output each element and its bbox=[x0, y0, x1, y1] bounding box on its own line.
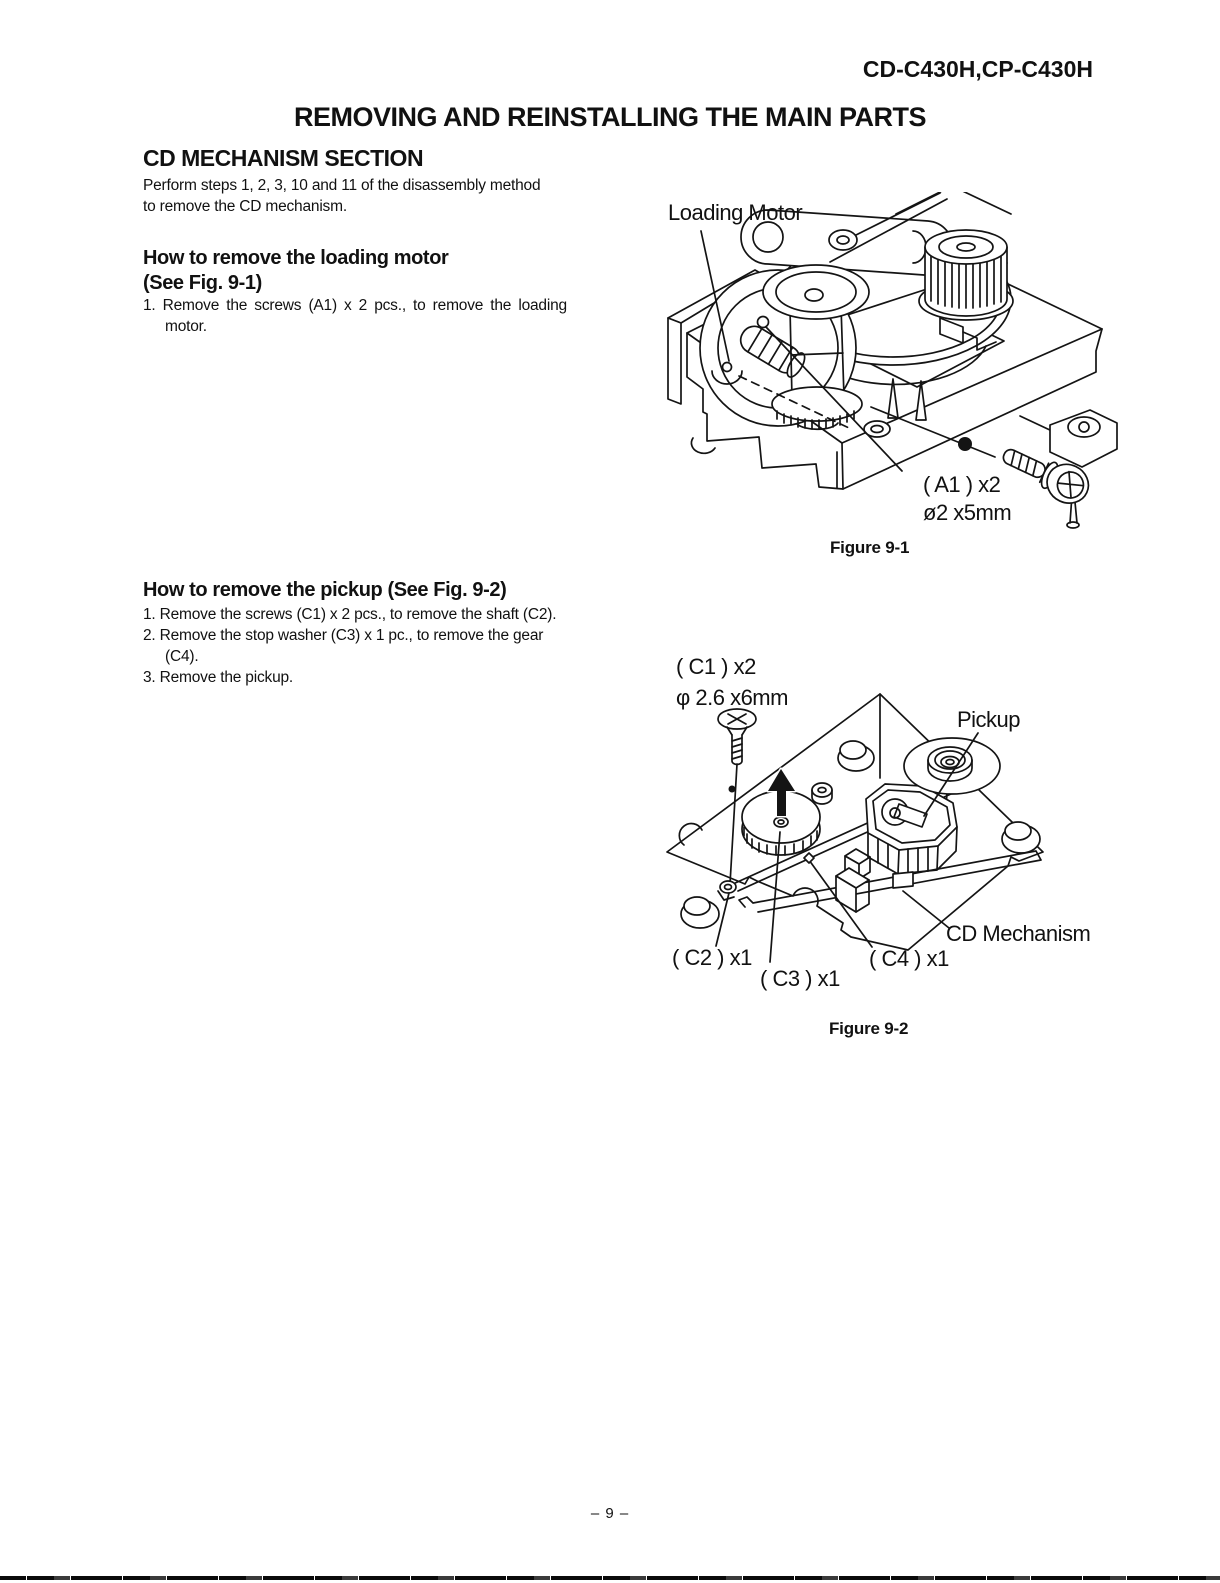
figure2-cd-mechanism-label: CD Mechanism bbox=[946, 921, 1091, 946]
heading-line: (See Fig. 9-1) bbox=[143, 272, 262, 294]
figure1-screw-label bbox=[923, 471, 1011, 527]
step-line: 1. Remove the screws (C1) x 2 pcs., to remove the shaft (C2). bbox=[143, 606, 557, 623]
step-line: 3. Remove the pickup. bbox=[143, 669, 294, 686]
screw-id-label: ( C1 ) x2 bbox=[676, 654, 756, 679]
loading-motor-heading bbox=[143, 246, 448, 296]
step-line: (C4). bbox=[165, 648, 199, 665]
pickup-steps bbox=[143, 604, 556, 688]
page-title: REMOVING AND REINSTALLING THE MAIN PARTS bbox=[294, 102, 926, 132]
step-line: motor. bbox=[165, 318, 207, 335]
figure1-loading-motor-label: Loading Motor bbox=[668, 200, 803, 225]
screw-size-label: ø2 x5mm bbox=[923, 500, 1012, 525]
figure-9-1-drawing bbox=[650, 192, 1162, 540]
figure2-screw-label bbox=[676, 651, 788, 713]
figure2-pickup-label: Pickup bbox=[957, 707, 1021, 732]
intro-line: Perform steps 1, 2, 3, 10 and 11 of the disassembly method bbox=[143, 177, 541, 194]
model-number: CD-C430H,CP-C430H bbox=[862, 56, 1093, 82]
intro-line: to remove the CD mechanism. bbox=[143, 198, 347, 215]
heading-line: How to remove the loading motor bbox=[143, 247, 449, 269]
pickup-heading: How to remove the pickup (See Fig. 9-2) bbox=[143, 579, 507, 601]
section-heading: CD MECHANISM SECTION bbox=[143, 145, 424, 171]
section-intro bbox=[143, 175, 540, 217]
screw-id-label: ( A1 ) x2 bbox=[923, 472, 1001, 497]
figure2-c3-label: ( C3 ) x1 bbox=[760, 966, 840, 991]
figure-9-2-drawing bbox=[650, 692, 1170, 972]
figure1-caption: Figure 9-1 bbox=[830, 538, 910, 557]
loading-motor-step bbox=[143, 295, 567, 337]
figure2-c2-label: ( C2 ) x1 bbox=[672, 945, 752, 970]
step-line: 2. Remove the stop washer (C3) x 1 pc., to remove the gear bbox=[143, 627, 544, 644]
figure2-caption: Figure 9-2 bbox=[829, 1019, 909, 1038]
scan-artifact-line bbox=[0, 1576, 1220, 1580]
step-line: 1. Remove the screws (A1) x 2 pcs., to remove the loading bbox=[143, 297, 567, 314]
figure2-c4-label: ( C4 ) x1 bbox=[869, 946, 949, 971]
page-number: – 9 – bbox=[590, 1505, 630, 1522]
screw-size-label: φ 2.6 x6mm bbox=[676, 685, 788, 710]
